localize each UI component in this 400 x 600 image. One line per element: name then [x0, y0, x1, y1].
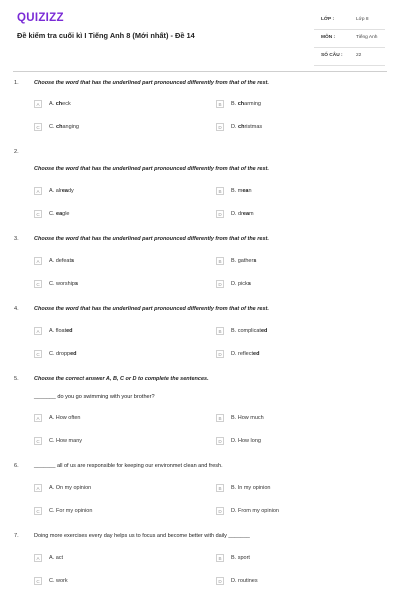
option-d[interactable]: [216, 436, 261, 446]
question-prompt: Doing more exercises every day helps us to focus and become better with daily _______: [34, 533, 250, 539]
option-c[interactable]: [34, 349, 77, 359]
option-letter-box: A: [34, 257, 42, 265]
option-text: B. charming: [231, 101, 261, 107]
option-letter-box: D: [216, 280, 224, 288]
meta-value: Tiếng Anh: [356, 35, 378, 40]
option-text: C. worships: [49, 281, 79, 287]
option-text: D. dream: [231, 211, 254, 217]
document-title: Đề kiểm tra cuối kì I Tiếng Anh 8 (Mới nhất) - Đề 14: [17, 31, 195, 40]
option-letter-box: D: [216, 210, 224, 218]
meta-label: MÔN :: [321, 35, 336, 40]
option-text: A. floated: [49, 328, 73, 334]
question-prompt: _______ all of us are responsible for keeping our environmet clean and fresh.: [34, 463, 223, 469]
option-text: D. routines: [231, 578, 258, 584]
option-b[interactable]: [216, 483, 270, 493]
option-c[interactable]: [34, 279, 78, 289]
meta-table: [314, 12, 385, 66]
option-text: A. On my opinion: [49, 485, 92, 491]
option-letter-box: C: [34, 123, 42, 131]
option-c[interactable]: [34, 576, 68, 586]
question-number: 3.: [14, 236, 19, 242]
option-text: D. christmas: [231, 124, 263, 130]
option-letter-box: B: [216, 257, 224, 265]
option-text: D. From my opinion: [231, 508, 279, 514]
option-a[interactable]: [34, 186, 74, 196]
option-text: D. How long: [231, 438, 261, 444]
option-d[interactable]: [216, 576, 258, 586]
option-b[interactable]: [216, 553, 250, 563]
question-number: 4.: [14, 306, 19, 312]
option-a[interactable]: [34, 326, 73, 336]
option-text: D. reflected: [231, 351, 260, 357]
option-c[interactable]: [34, 122, 79, 132]
option-letter-box: C: [34, 577, 42, 585]
option-letter-box: D: [216, 123, 224, 131]
option-text: C. eagle: [49, 211, 70, 217]
question-prompt: Choose the word that has the underlined part pronounced differently from that of the rest.: [34, 166, 269, 172]
option-letter-box: A: [34, 100, 42, 108]
option-text: A. How often: [49, 415, 81, 421]
option-letter-box: C: [34, 507, 42, 515]
option-a[interactable]: [34, 99, 71, 109]
option-c[interactable]: [34, 506, 92, 516]
option-text: A. check: [49, 101, 71, 107]
option-a[interactable]: [34, 483, 91, 493]
option-a[interactable]: [34, 256, 74, 266]
option-letter-box: B: [216, 414, 224, 422]
option-b[interactable]: [216, 186, 252, 196]
question-sentence: _______ do you go swimming with your brother?: [34, 394, 155, 400]
question-prompt: Choose the word that has the underlined part pronounced differently from that of the rest.: [34, 306, 269, 312]
option-text: B. complicated: [231, 328, 268, 334]
option-text: C. changing: [49, 124, 79, 130]
question-prompt: Choose the word that has the underlined part pronounced differently from that of the rest.: [34, 80, 269, 86]
quizizz-logo: QUIZIZZ: [17, 12, 64, 24]
question-number: 6.: [14, 463, 19, 469]
option-letter-box: A: [34, 187, 42, 195]
option-letter-box: A: [34, 484, 42, 492]
option-text: C. work: [49, 578, 68, 584]
option-letter-box: C: [34, 280, 42, 288]
question-prompt: Choose the correct answer A, B, C or D to complete the sentences.: [34, 376, 209, 382]
option-text: A. defeats: [49, 258, 75, 264]
option-text: A. already: [49, 188, 74, 194]
question-number: 7.: [14, 533, 19, 539]
option-text: B. In my opinion: [231, 485, 271, 491]
option-d[interactable]: [216, 349, 259, 359]
option-text: B. sport: [231, 555, 250, 561]
question-number: 2.: [14, 149, 19, 155]
option-d[interactable]: [216, 279, 251, 289]
option-text: D. picks: [231, 281, 251, 287]
option-b[interactable]: [216, 256, 256, 266]
option-letter-box: D: [216, 507, 224, 515]
option-a[interactable]: [34, 413, 81, 423]
option-a[interactable]: [34, 553, 63, 563]
option-letter-box: B: [216, 484, 224, 492]
meta-value: 22: [356, 53, 362, 58]
option-letter-box: B: [216, 187, 224, 195]
option-b[interactable]: [216, 413, 264, 423]
option-letter-box: C: [34, 437, 42, 445]
option-letter-box: C: [34, 210, 42, 218]
option-d[interactable]: [216, 506, 279, 516]
option-text: C. For my opinion: [49, 508, 93, 514]
meta-label: SỐ CÂU :: [321, 53, 343, 58]
option-letter-box: B: [216, 100, 224, 108]
question-number: 5.: [14, 376, 19, 382]
option-letter-box: B: [216, 554, 224, 562]
meta-row-count: [314, 48, 385, 66]
option-text: A. act: [49, 555, 64, 561]
option-b[interactable]: [216, 326, 267, 336]
option-c[interactable]: [34, 209, 70, 219]
meta-value: Lớp 8: [356, 17, 369, 22]
option-letter-box: B: [216, 327, 224, 335]
option-text: C. dropped: [49, 351, 77, 357]
question-number: 1.: [14, 80, 19, 86]
option-b[interactable]: [216, 99, 261, 109]
option-d[interactable]: [216, 122, 262, 132]
option-c[interactable]: [34, 436, 82, 446]
option-text: B. gathers: [231, 258, 257, 264]
meta-row-class: [314, 12, 385, 30]
option-letter-box: D: [216, 437, 224, 445]
option-letter-box: A: [34, 327, 42, 335]
option-letter-box: A: [34, 414, 42, 422]
meta-label: LỚP :: [321, 17, 335, 22]
option-letter-box: C: [34, 350, 42, 358]
option-letter-box: D: [216, 350, 224, 358]
question-prompt: Choose the word that has the underlined part pronounced differently from that of the rest.: [34, 236, 269, 242]
option-d[interactable]: [216, 209, 254, 219]
option-text: B. mean: [231, 188, 252, 194]
header-divider: [13, 71, 387, 72]
option-letter-box: A: [34, 554, 42, 562]
option-text: C. How many: [49, 438, 83, 444]
option-letter-box: D: [216, 577, 224, 585]
meta-row-subject: [314, 30, 385, 48]
option-text: B. How much: [231, 415, 264, 421]
